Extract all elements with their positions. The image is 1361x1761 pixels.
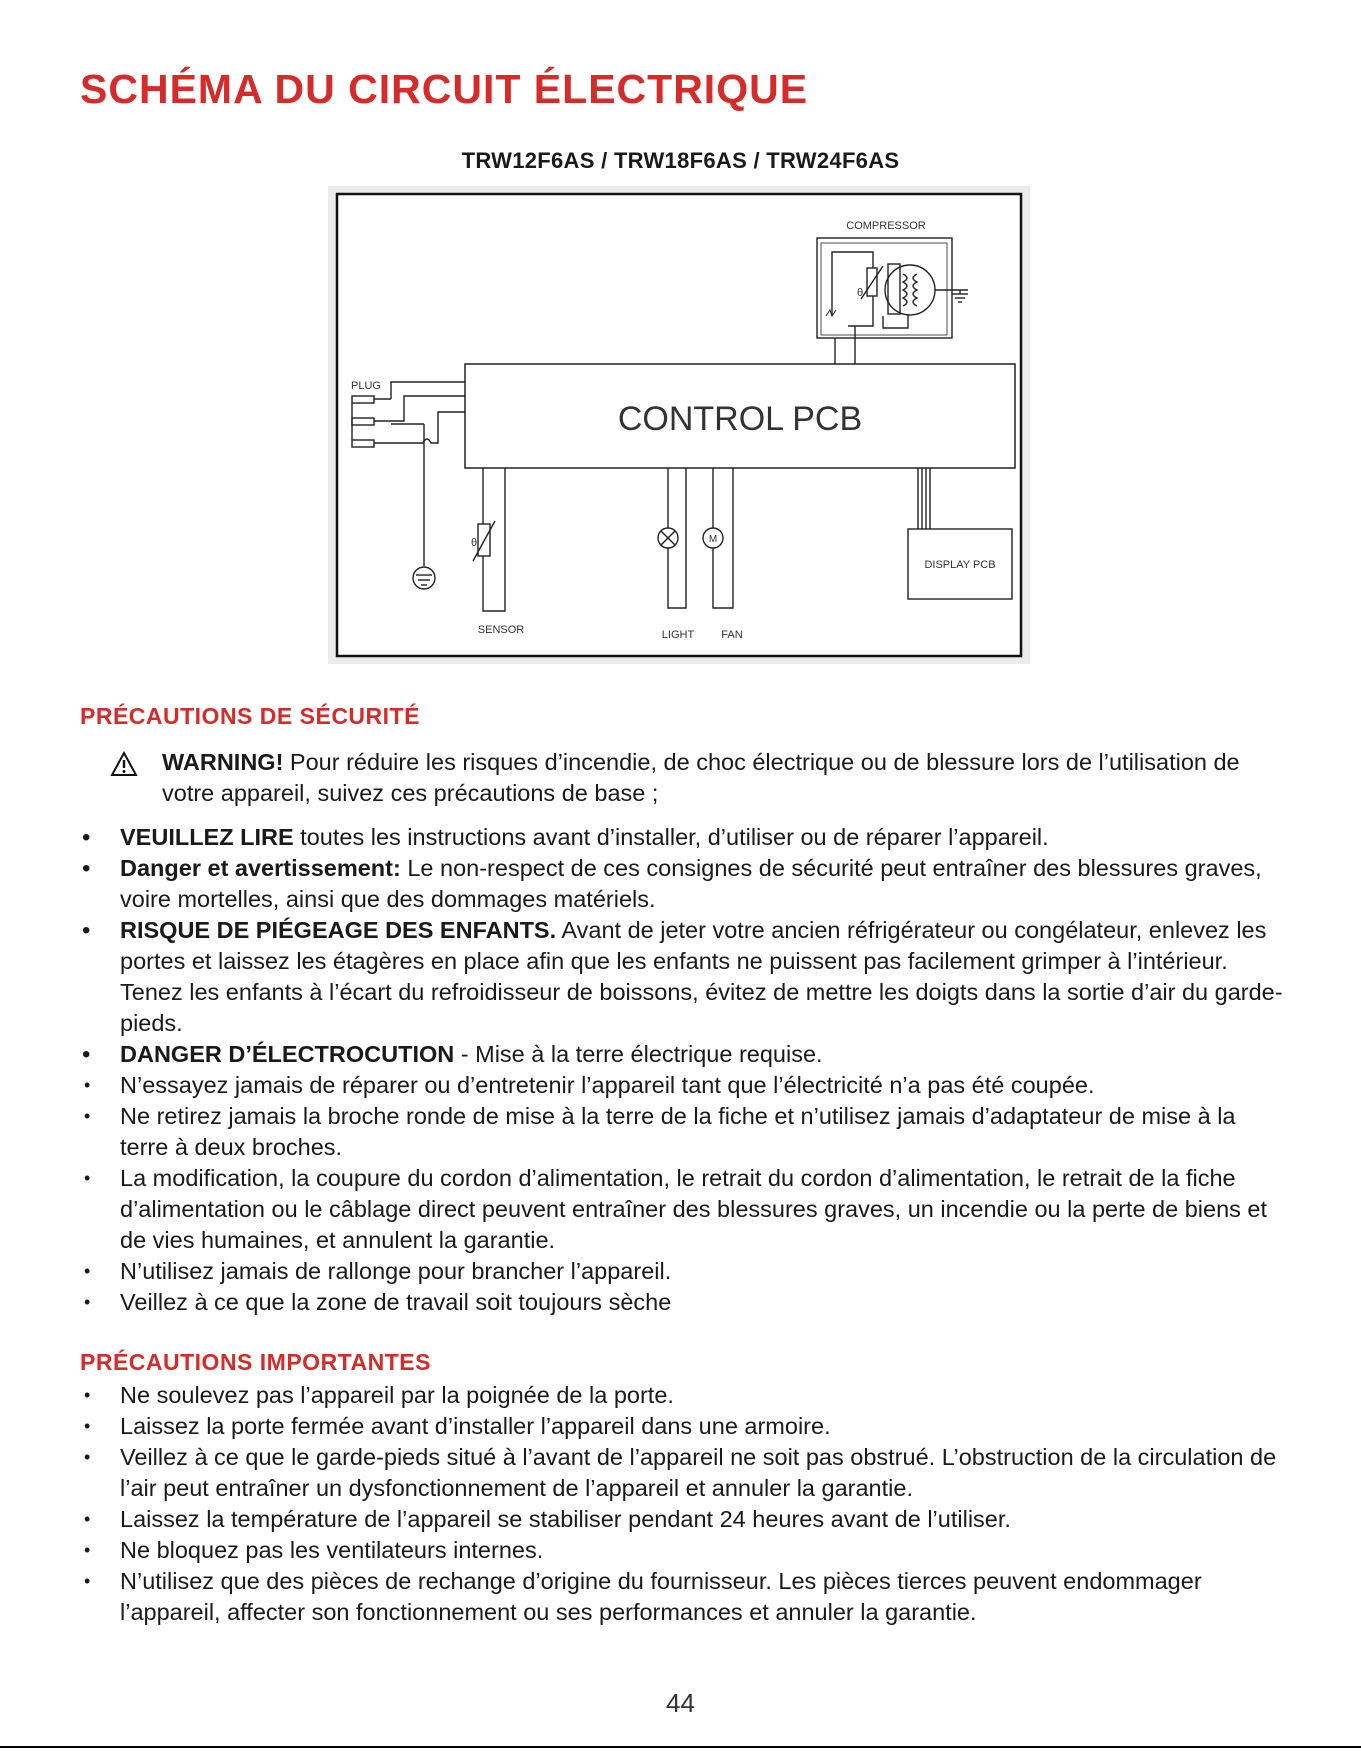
list-item: • DANGER D’ÉLECTROCUTION - Mise à la terre électrique requise. [82, 1041, 823, 1068]
bottom-rule [0, 1746, 1361, 1748]
control-pcb-label: CONTROL PCB [617, 400, 863, 438]
warning-label: WARNING! [162, 749, 284, 775]
warning-text [162, 747, 1290, 809]
list-item: • Veillez à ce que la zone de travail soit toujours sèche [84, 1289, 672, 1315]
list-item: • RISQUE DE PIÉGEAGE DES ENFANTS. Avant de jeter votre ancien réfrigérateur ou congélateur, enlevez les portes et laissez les étagères en place afin que les enfants ne puissent pas facilement grimper à l’intérieur. Tenez les enfants à l’écart du refroidisseur de boissons, évitez de mettre les doigts dans la sortie d’air du garde-pieds. [82, 917, 1283, 1036]
fan-motor-letter: M [708, 534, 718, 545]
list-item: • Danger et avertissement: Le non-respect de ces consignes de sécurité peut entraîner des blessures graves, voire mortelles, ainsi que des dommages matériels. [82, 855, 1262, 912]
compressor-label: COMPRESSOR [846, 220, 926, 232]
important-section-title: PRÉCAUTIONS IMPORTANTES [80, 1349, 431, 1375]
list-item: • Laissez la température de l’appareil se stabiliser pendant 24 heures avant de l’utiliser. [84, 1506, 1011, 1532]
sensor-label: SENSOR [477, 624, 525, 636]
list-item: • VEUILLEZ LIRE toutes les instructions avant d’installer, d’utiliser ou de réparer l’appareil. [82, 824, 1049, 851]
list-item: • N’utilisez jamais de rallonge pour brancher l’appareil. [84, 1258, 672, 1284]
page-number: 44 [666, 1688, 695, 1718]
list-item: • Laissez la porte fermée avant d’installer l’appareil dans une armoire. [84, 1413, 831, 1439]
page-title: SCHÉMA DU CIRCUIT ÉLECTRIQUE [80, 66, 809, 112]
list-item: • Ne retirez jamais la broche ronde de mise à la terre de la fiche et n’utilisez jamais d’adaptateur de mise à la terre à deux broches. [84, 1103, 1236, 1160]
sensor-theta: θ [471, 537, 478, 549]
list-item: • N’essayez jamais de réparer ou d’entretenir l’appareil tant que l’électricité n’a pas été coupée. [84, 1072, 1095, 1098]
list-item: • Ne soulevez pas l’appareil par la poignée de la porte. [84, 1382, 674, 1408]
model-numbers: TRW12F6AS / TRW18F6AS / TRW24F6AS [461, 148, 900, 173]
safety-list [80, 822, 1290, 1318]
circuit-diagram [328, 186, 1030, 664]
plug-label: PLUG [351, 380, 381, 392]
display-pcb-label: DISPLAY PCB [924, 559, 996, 571]
list-item: • La modification, la coupure du cordon d’alimentation, le retrait du cordon d’alimentation, le retrait de la fiche d’alimentation ou le câblage direct peuvent entraîner des blessures graves, un incendie ou la perte de biens et de vies humaines, et annulent la garantie. [84, 1165, 1268, 1253]
warning-triangle-icon [110, 751, 138, 777]
list-item: • N’utilisez que des pièces de rechange d’origine du fournisseur. Les pièces tierces peuvent endommager l’appareil, affecter son fonctionnement ou ses performances et annuler la garantie. [84, 1568, 1202, 1625]
list-item: • Veillez à ce que le garde-pieds situé à l’avant de l’appareil ne soit pas obstrué. L’obstruction de la circulation de l’air peut entraîner un dysfonctionnement de l’appareil et annuler la garantie. [84, 1444, 1277, 1501]
warning-block [110, 747, 1290, 809]
safety-section-title: PRÉCAUTIONS DE SÉCURITÉ [80, 703, 420, 729]
list-item: • Ne bloquez pas les ventilateurs internes. [84, 1537, 544, 1563]
fan-label: FAN [721, 629, 743, 641]
warning-body: Pour réduire les risques d’incendie, de choc électrique ou de blessure lors de l’utilisation de votre appareil, suivez ces précautions de base ; [162, 749, 1240, 806]
compressor-theta: θ [857, 287, 864, 299]
important-list [80, 1380, 1290, 1628]
circuit-diagram-svg [328, 186, 1030, 664]
light-label: LIGHT [661, 629, 695, 641]
